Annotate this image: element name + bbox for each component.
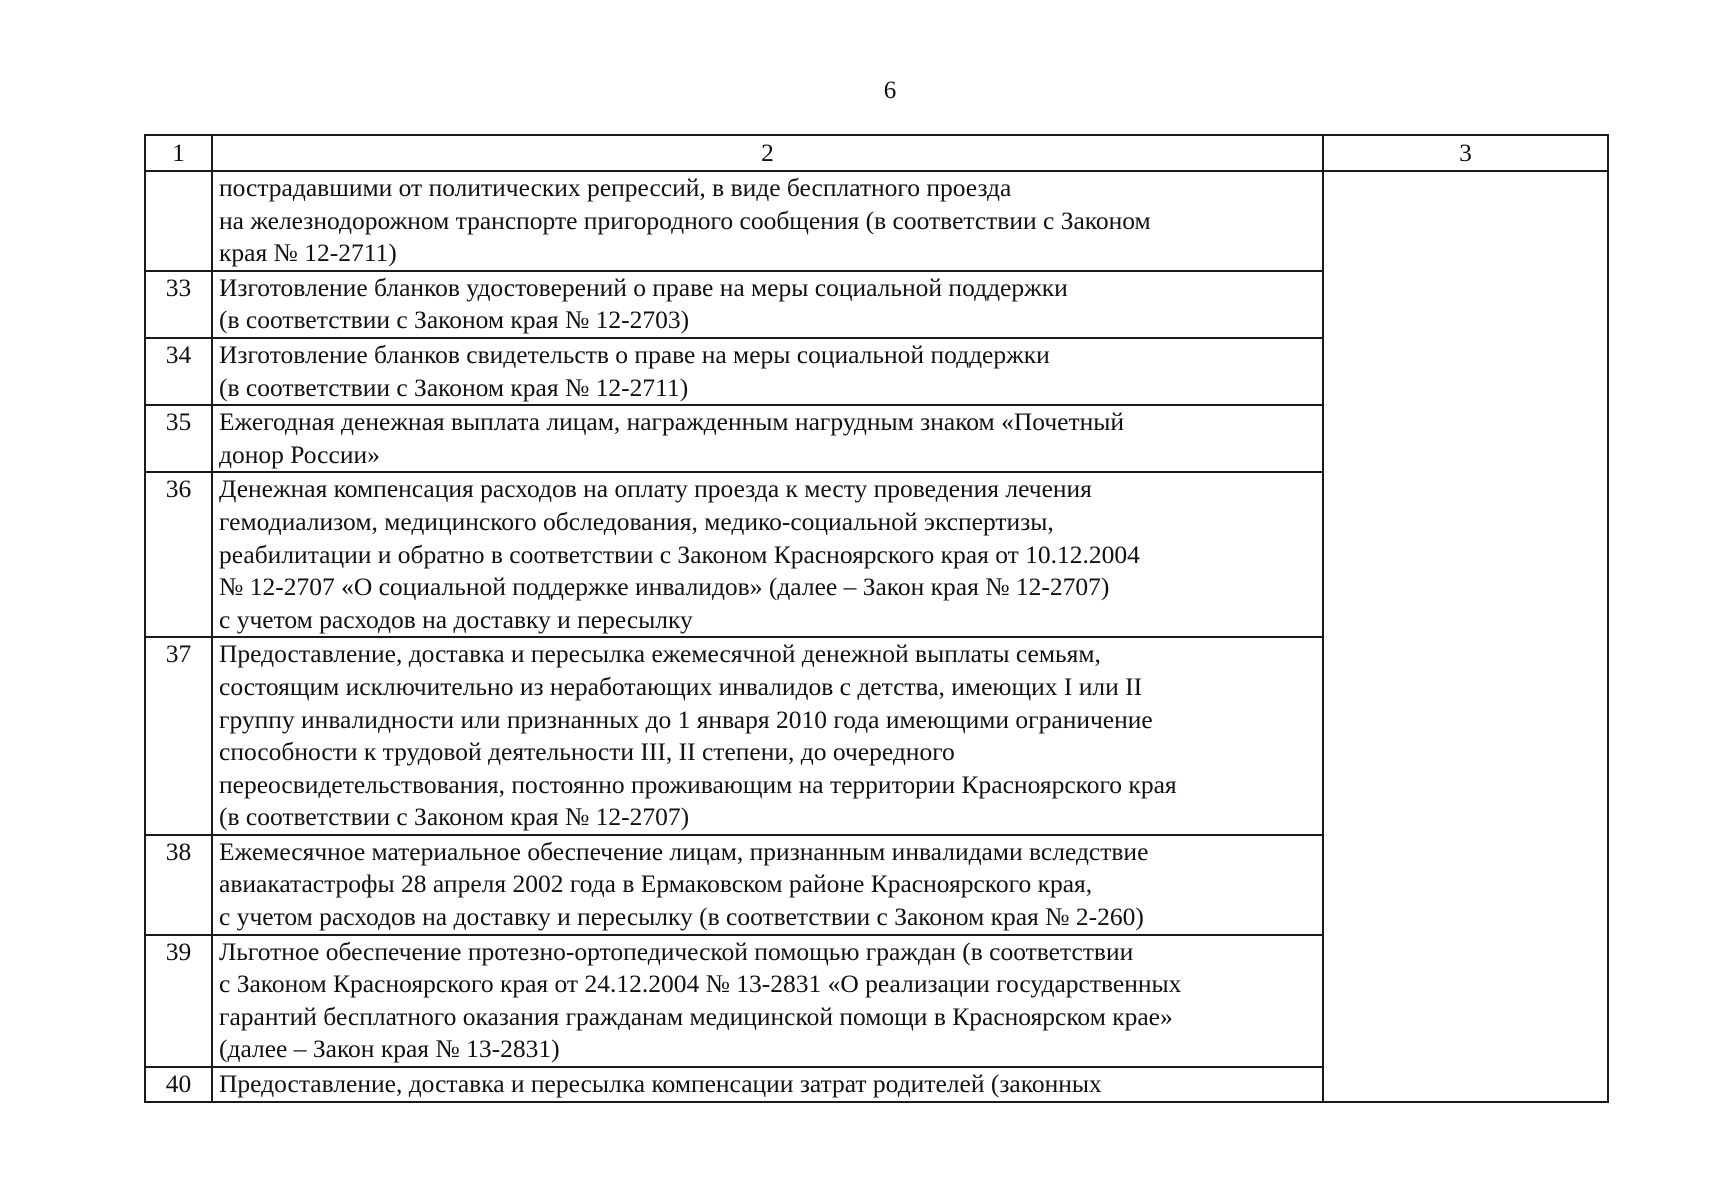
description-line: Денежная компенсация расходов на оплату проезда к месту проведения лечения [219,474,1092,504]
table-row [145,171,1608,271]
row-number: 38 [145,835,212,935]
description-line: группу инвалидности или признанных до 1 января 2010 года имеющими ограничение [219,704,1153,734]
column-3-cell [1323,171,1608,1102]
description-line: гемодиализом, медицинского обследования, медико-социальной экспертизы, [219,506,1054,536]
description-line: края № 12-2711) [219,238,397,268]
row-number: 40 [145,1067,212,1102]
description-line: гарантий бесплатного оказания гражданам медицинской помощи в Красноярском крае» [219,1001,1173,1031]
description-line: (в соответствии с Законом края № 12-2711) [219,372,689,402]
description-line: (в соответствии с Законом края № 12-2707) [219,802,690,832]
description-line: Предоставление, доставка и пересылка ежемесячной денежной выплаты семьям, [219,639,1101,669]
description-line: Предоставление, доставка и пересылка компенсации затрат родителей (законных [219,1069,1102,1099]
row-description [212,271,1323,338]
description-line: донор России» [219,439,380,469]
description-line: Изготовление бланков удостоверений о праве на меры социальной поддержки [219,272,1068,302]
description-line: (в соответствии с Законом края № 12-2703) [219,305,690,335]
row-description [212,835,1323,935]
description-line: способности к трудовой деятельности III, II степени, до очередного [219,737,955,767]
description-line: состоящим исключительно из неработающих инвалидов с детства, имеющих I или II [219,671,1143,701]
description-line: переосвидетельствования, постоянно проживающим на территории Красноярского края [219,769,1177,799]
row-description [212,1067,1323,1102]
row-description [212,472,1323,637]
row-number: 39 [145,935,212,1067]
row-number [145,171,212,271]
description-line: с учетом расходов на доставку и пересылку (в соответствии с Законом края № 2-260) [219,902,1144,932]
row-number: 33 [145,271,212,338]
row-number: 34 [145,338,212,405]
row-number: 37 [145,637,212,835]
description-line: Ежемесячное материальное обеспечение лицам, признанным инвалидами вследствие [219,836,1149,866]
row-number: 36 [145,472,212,637]
row-description [212,171,1323,271]
document-table [144,134,1609,1103]
header-col-3: 3 [1323,135,1608,171]
description-line: пострадавшими от политических репрессий, в виде бесплатного проезда [219,173,1012,202]
description-line: реабилитации и обратно в соответствии с Законом Красноярского края от 10.12.2004 [219,539,1140,569]
row-description [212,637,1323,835]
description-line: на железнодорожном транспорте пригородного сообщения (в соответствии с Законом [219,205,1151,235]
description-line: авиакатастрофы 28 апреля 2002 года в Ермаковском районе Красноярского края, [219,869,1093,899]
description-line: Изготовление бланков свидетельств о праве на меры социальной поддержки [219,339,1050,369]
row-description [212,405,1323,472]
header-col-2: 2 [212,135,1323,171]
description-line: (далее – Закон края № 13-2831) [219,1034,560,1064]
row-description [212,935,1323,1067]
row-description [212,338,1323,405]
page-number: 6 [883,77,897,104]
description-line: № 12-2707 «О социальной поддержке инвалидов» (далее – Закон края № 12-2707) [219,572,1110,602]
description-line: Льготное обеспечение протезно-ортопедической помощью граждан (в соответствии [219,936,1134,966]
description-line: с Законом Красноярского края от 24.12.2004 № 13-2831 «О реализации государственных [219,969,1182,999]
row-number: 35 [145,405,212,472]
header-col-1: 1 [145,135,212,171]
description-line: с учетом расходов на доставку и пересылку [219,604,693,634]
description-line: Ежегодная денежная выплата лицам, награжденным нагрудным знаком «Почетный [219,407,1125,437]
table-header-row [145,135,1608,171]
